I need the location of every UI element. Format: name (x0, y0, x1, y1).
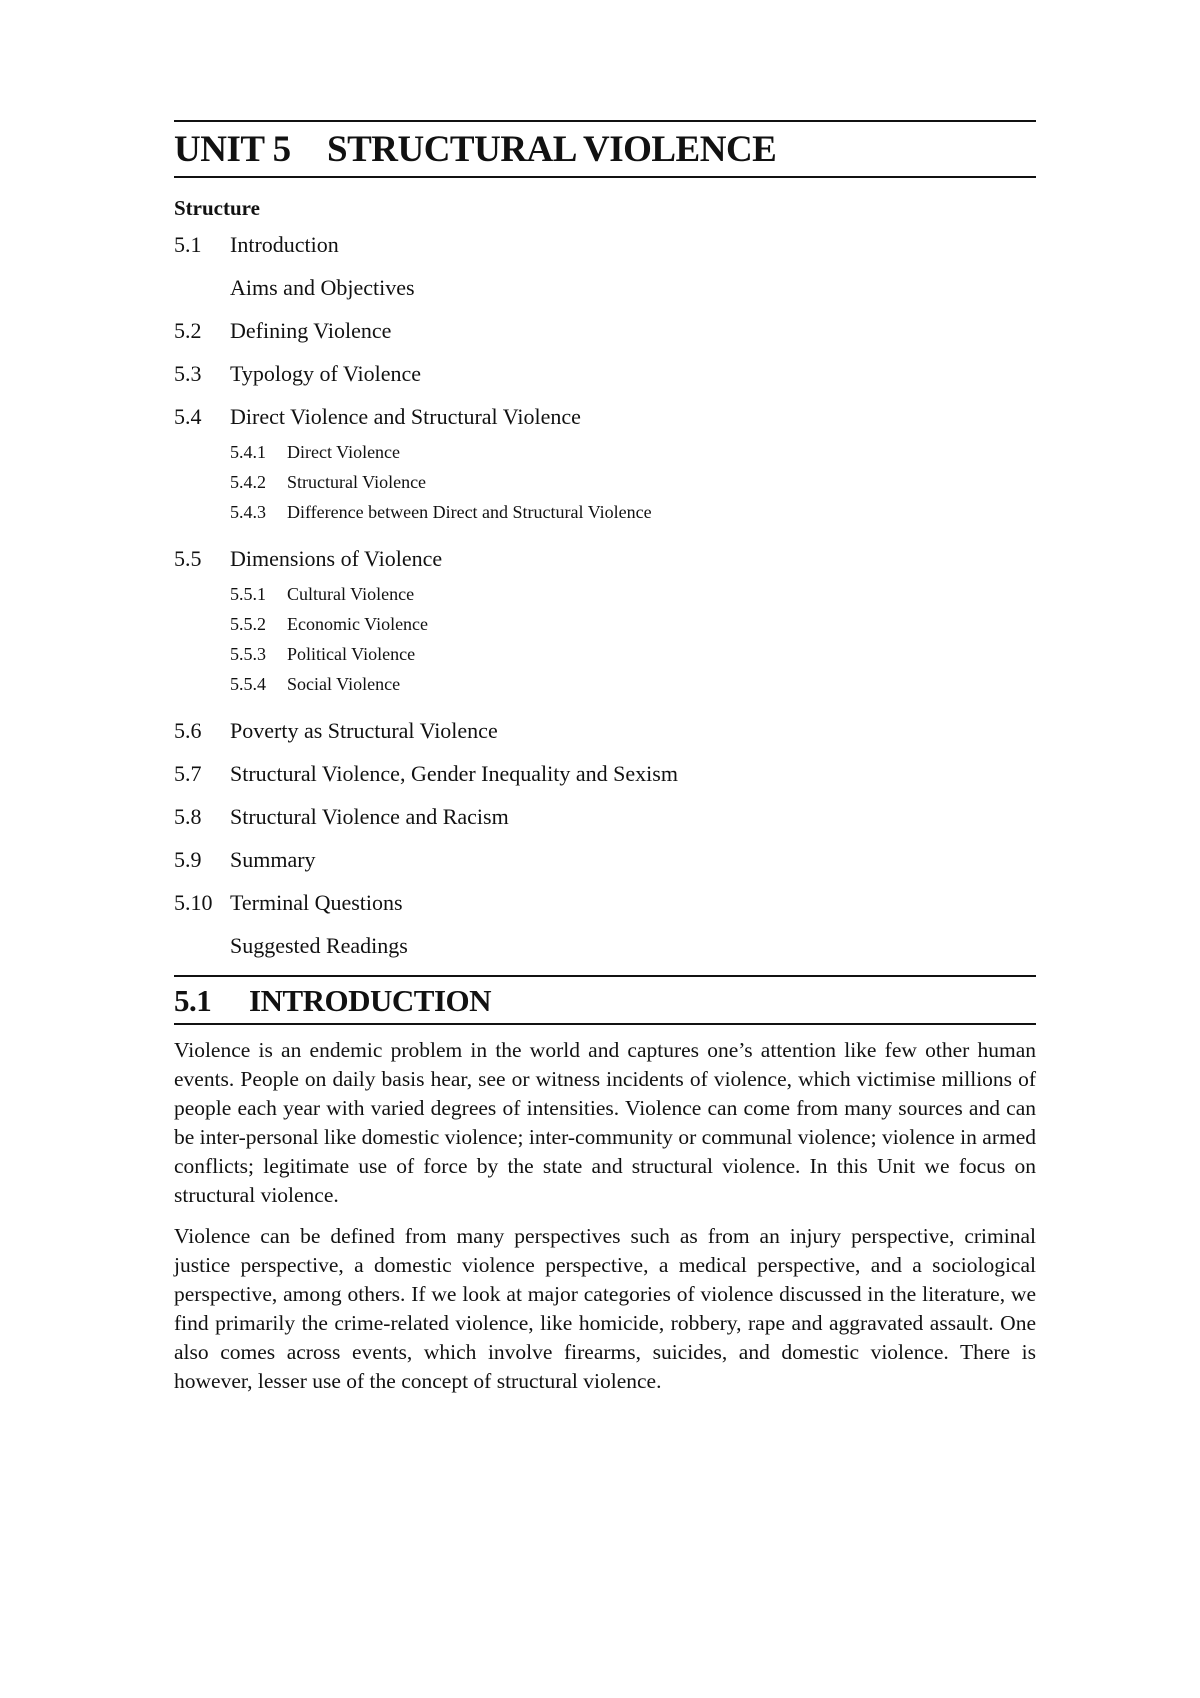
toc-subentry (230, 437, 1036, 467)
section-introduction (174, 975, 1036, 1396)
toc-subentry-number: 5.5.3 (230, 644, 266, 664)
toc-entry-label: Structural Violence, Gender Inequality and Sexism (230, 761, 678, 786)
section-heading (174, 977, 1036, 1023)
toc-entry (174, 234, 1036, 256)
unit-number: UNIT 5 (174, 129, 291, 170)
toc-entry-number (174, 277, 230, 299)
toc-entry-number: 5.7 (174, 761, 202, 786)
toc-subentry-number: 5.4.3 (230, 502, 266, 522)
toc-entry (174, 720, 1036, 742)
toc-entry-number: 5.6 (174, 718, 202, 743)
toc-entry-number (174, 935, 230, 957)
toc-entry-label: Defining Violence (230, 318, 392, 343)
unit-heading-rule (174, 176, 1036, 178)
table-of-contents (174, 234, 1036, 957)
toc-subentries (174, 437, 1036, 527)
toc-entry (174, 406, 1036, 428)
toc-subentry-label: Social Violence (287, 674, 401, 694)
toc-entry-label: Introduction (230, 232, 339, 257)
toc-entry (174, 849, 1036, 871)
structure-label: Structure (174, 196, 260, 220)
toc-entry-number: 5.4 (174, 404, 202, 429)
toc-entry-label: Structural Violence and Racism (230, 804, 509, 829)
section-bottom-rule (174, 1023, 1036, 1025)
toc-entry-label: Direct Violence and Structural Violence (230, 404, 581, 429)
toc-entry-label: Typology of Violence (230, 361, 422, 386)
toc-entry (174, 806, 1036, 828)
paragraph: Violence can be defined from many perspectives such as from an injury perspective, criminal justice perspective, a domestic violence perspective, a medical perspective, and a sociological perspective, among others. If we look at major categories of violence discussed in the literature, we find primarily the crime-related violence, like homicide, robbery, rape and aggravated assault. One also comes across events, which involve firearms, suicides, and domestic violence. There is however, lesser use of the concept of structural violence. (174, 1224, 1036, 1393)
toc-entry (174, 548, 1036, 570)
document-page (174, 120, 1036, 1396)
toc-subentry (230, 609, 1036, 639)
paragraph: Violence is an endemic problem in the world and captures one’s attention like few other human events. People on daily basis hear, see or witness incidents of violence, which victimise millions of people each year with varied degrees of intensities. Violence can come from many sources and can be inter-personal like domestic violence; inter-community or communal violence; violence in armed conflicts; legitimate use of force by the state and structural violence. In this Unit we focus on structural violence. (174, 1038, 1036, 1207)
toc-subentry (230, 497, 1036, 527)
toc-entry (174, 763, 1036, 785)
toc-entry (174, 320, 1036, 342)
toc-entry (174, 935, 1036, 957)
section-title: INTRODUCTION (249, 983, 492, 1018)
toc-subentry (230, 467, 1036, 497)
toc-entry-label: Suggested Readings (230, 933, 408, 958)
toc-entry-number: 5.1 (174, 232, 202, 257)
toc-entry-number: 5.2 (174, 318, 202, 343)
toc-entry-number: 5.3 (174, 361, 202, 386)
toc-subentry-label: Direct Violence (287, 442, 401, 462)
toc-entry-label: Poverty as Structural Violence (230, 718, 498, 743)
toc-subentry (230, 579, 1036, 609)
toc-entry-number: 5.8 (174, 804, 202, 829)
toc-entry-label: Summary (230, 847, 316, 872)
toc-entry-number: 5.10 (174, 890, 213, 915)
toc-subentry-number: 5.4.2 (230, 472, 266, 492)
toc-entry-label: Aims and Objectives (230, 275, 415, 300)
toc-subentry-label: Difference between Direct and Structural Violence (287, 502, 652, 522)
toc-subentry-number: 5.5.2 (230, 614, 266, 634)
toc-entry (174, 363, 1036, 385)
toc-subentries (174, 579, 1036, 699)
toc-entry-label: Dimensions of Violence (230, 546, 443, 571)
toc-entry-number: 5.9 (174, 847, 202, 872)
toc-subentry-label: Political Violence (287, 644, 416, 664)
section-number: 5.1 (174, 983, 212, 1018)
toc-entry (174, 277, 1036, 299)
toc-subentry-label: Structural Violence (287, 472, 427, 492)
unit-title: STRUCTURAL VIOLENCE (327, 129, 777, 170)
toc-subentry (230, 639, 1036, 669)
toc-subentry-label: Economic Violence (287, 614, 429, 634)
toc-entry (174, 892, 1036, 914)
toc-entry-label: Terminal Questions (230, 890, 403, 915)
unit-heading (174, 122, 1036, 176)
toc-subentry (230, 669, 1036, 699)
toc-subentry-label: Cultural Violence (287, 584, 415, 604)
toc-entry-number: 5.5 (174, 546, 202, 571)
toc-subentry-number: 5.5.4 (230, 674, 266, 694)
toc-subentry-number: 5.5.1 (230, 584, 266, 604)
toc-subentry-number: 5.4.1 (230, 442, 266, 462)
